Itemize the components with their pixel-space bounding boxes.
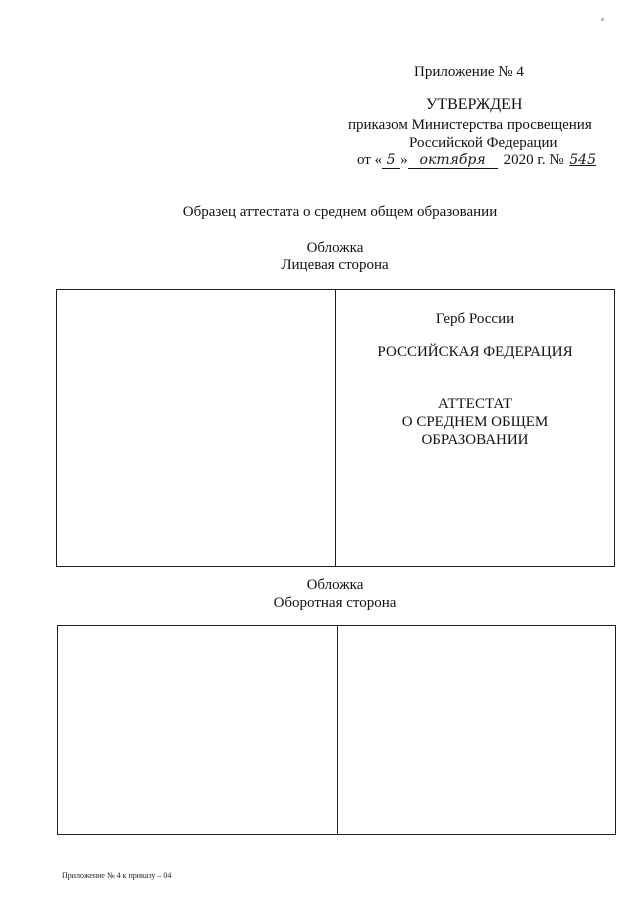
- front-cover-caption: Обложка: [306, 240, 364, 256]
- date-prefix: от «: [357, 152, 383, 168]
- handwritten-order-number: 545: [569, 152, 596, 168]
- order-issuer-line1: приказом Министерства просвещения: [348, 117, 592, 133]
- appendix-label: Приложение № 4: [414, 64, 524, 80]
- document-title: Образец аттестата о среднем общем образовании: [182, 204, 498, 220]
- order-date-line: [357, 151, 598, 169]
- certificate-title-line2: О СРЕДНЕМ ОБЩЕМ: [401, 414, 549, 430]
- country-name: РОССИЙСКАЯ ФЕДЕРАЦИЯ: [377, 344, 573, 360]
- approved-label: УТВЕРЖДЕН: [426, 96, 523, 113]
- front-right-panel: [336, 290, 614, 566]
- order-issuer-line2: Российской Федерации: [409, 135, 558, 151]
- footer-note: Приложение № 4 к приказу – 04: [62, 871, 172, 880]
- date-year: 2020 г. №: [503, 152, 564, 168]
- coat-of-arms-label: Герб России: [435, 311, 515, 327]
- certificate-title-line1: АТТЕСТАТ: [437, 396, 513, 412]
- back-cover-fold: [337, 626, 338, 834]
- handwritten-day: 5: [382, 152, 400, 169]
- front-cover-layout: [56, 289, 615, 567]
- back-cover-layout: [57, 625, 616, 835]
- certificate-title-line3: ОБРАЗОВАНИИ: [421, 432, 529, 448]
- back-cover-caption: Обложка: [306, 577, 364, 593]
- handwritten-month: октября: [408, 152, 498, 169]
- back-side-caption: Оборотная сторона: [273, 595, 397, 611]
- scan-speck: [601, 18, 604, 21]
- front-side-caption: Лицевая сторона: [281, 257, 389, 273]
- date-separator: »: [400, 152, 408, 168]
